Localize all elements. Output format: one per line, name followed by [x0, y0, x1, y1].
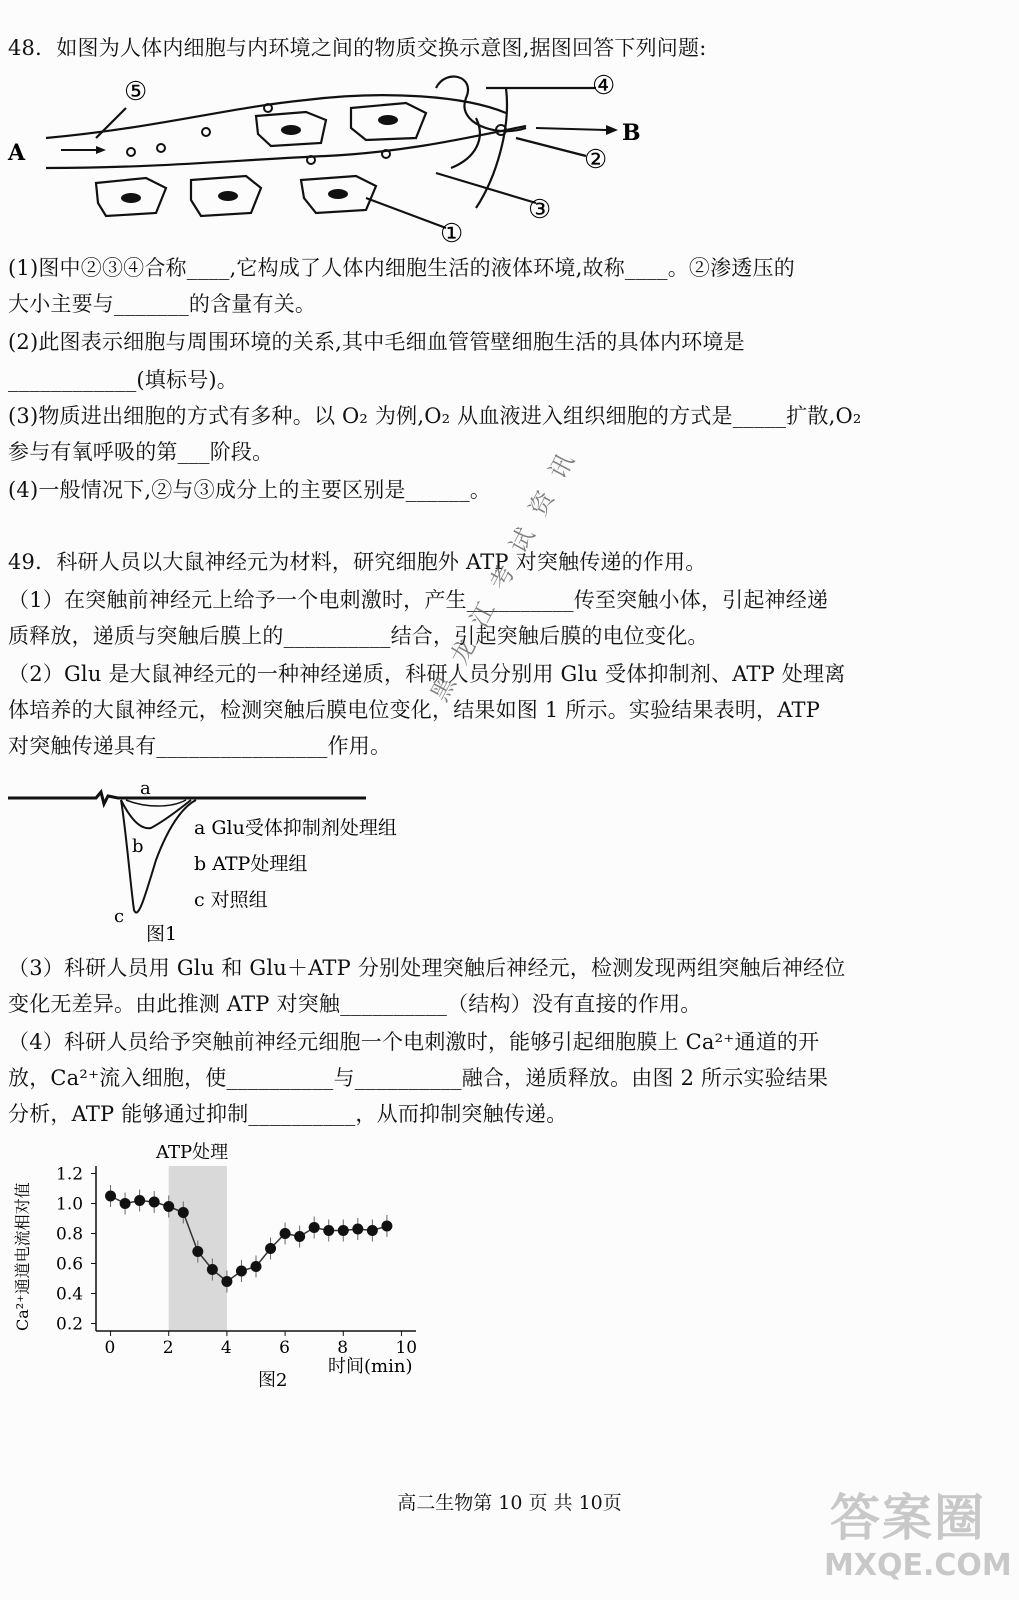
figure-2-ca-current-chart	[6, 1136, 446, 1396]
y-tick-label: 0.8	[56, 1224, 84, 1245]
fig1-caption: 图1	[146, 923, 178, 945]
data-point	[381, 1221, 392, 1232]
data-point	[192, 1246, 203, 1257]
curve-a-label: a	[140, 778, 151, 799]
data-point	[207, 1264, 218, 1275]
q48-exchange-diagram	[6, 68, 656, 248]
data-point	[236, 1266, 247, 1277]
curve-b-label: b	[132, 836, 144, 857]
data-point	[221, 1276, 232, 1287]
figure-1-membrane-potential	[6, 770, 476, 950]
page-footer: 高二生物第 10 页 共 10页	[397, 1492, 622, 1514]
logo-text: 答案圈	[830, 1488, 986, 1547]
data-point	[251, 1261, 262, 1272]
watermark: 黑龙江考试资讯	[425, 433, 589, 706]
label-b: B	[622, 120, 641, 146]
y-tick-label: 0.6	[56, 1254, 84, 1275]
data-point	[367, 1225, 378, 1236]
y-tick-label: 0.4	[56, 1284, 84, 1305]
data-point	[309, 1222, 320, 1233]
y-axis-label: Ca²⁺通道电流相对值	[13, 1182, 32, 1331]
q49-line-7: （3）科研人员用 Glu 和 Glu＋ATP 分别处理突触后神经元，检测发现两组突触后神经位	[8, 956, 846, 980]
q49-line-4: （2）Glu 是大鼠神经元的一种神经递质，科研人员分别用 Glu 受体抑制剂、ATP 处理离	[8, 662, 846, 686]
q49-line-9: （4）科研人员给予突触前神经元细胞一个电刺激时，能够引起细胞膜上 Ca²⁺通道的开	[8, 1030, 820, 1054]
data-point	[338, 1225, 349, 1236]
y-tick-label: 1.2	[56, 1164, 84, 1185]
q48-line-2: 大小主要与_______的含量有关。	[8, 292, 317, 316]
logo-url: MXQE.COM	[824, 1548, 1012, 1583]
x-axis-label: 时间(min)	[328, 1356, 413, 1377]
data-point	[178, 1207, 189, 1218]
x-tick-label: 2	[162, 1338, 174, 1358]
q48-line-3: (2)此图表示细胞与周围环境的关系,其中毛细血管管壁细胞生活的具体内环境是	[8, 330, 745, 354]
marker-3: ③	[528, 195, 552, 225]
marker-2: ②	[584, 145, 608, 175]
q49-line-5: 体培养的大鼠神经元，检测突触后膜电位变化，结果如图 1 所示。实验结果表明，ATP	[8, 698, 821, 722]
fig1-legend-a: a Glu受体抑制剂处理组	[194, 817, 397, 839]
data-point	[149, 1197, 160, 1208]
chart-title: ATP处理	[156, 1142, 229, 1163]
fig1-legend-c: c 对照组	[194, 889, 268, 911]
curve-c-label: c	[114, 906, 125, 927]
data-point	[280, 1228, 291, 1239]
y-tick-label: 1.0	[56, 1194, 84, 1215]
data-point	[134, 1195, 145, 1206]
fig1-legend-b: b ATP处理组	[194, 853, 308, 875]
q49-line-10: 放，Ca²⁺流入细胞，使__________与__________融合，递质释放。由图 2 所示实验结果	[8, 1066, 829, 1090]
x-tick-label: 0	[104, 1338, 116, 1358]
q48-line-7: (4)一般情况下,②与③成分上的主要区别是______。	[8, 478, 492, 502]
site-logo	[820, 1478, 1012, 1588]
data-point	[352, 1224, 363, 1235]
marker-4: ④	[592, 71, 616, 101]
data-point	[265, 1243, 276, 1254]
fig2-caption: 图2	[258, 1370, 288, 1391]
q48-line-1: (1)图中②③④合称____,它构成了人体内细胞生活的液体环境,故称____。②渗透压的	[8, 256, 795, 280]
q49-line-11: 分析，ATP 能够通过抑制__________，从而抑制突触传递。	[8, 1102, 568, 1126]
x-tick-label: 10	[395, 1338, 418, 1358]
data-point	[163, 1201, 174, 1212]
q49-line-2: （1）在突触前神经元上给予一个电刺激时，产生__________传至突触小体，引起神经递	[8, 588, 829, 612]
y-tick-label: 0.2	[56, 1314, 84, 1335]
x-tick-label: 4	[220, 1338, 232, 1358]
x-tick-label: 6	[279, 1338, 290, 1358]
q49-line-1: 49．科研人员以大鼠神经元为材料，研究细胞外 ATP 对突触传递的作用。	[8, 550, 707, 574]
q49-line-8: 变化无差异。由此推测 ATP 对突触__________（结构）没有直接的作用。	[8, 992, 702, 1016]
q48-line-6: 参与有氧呼吸的第___阶段。	[8, 440, 274, 464]
ca-current-series-line	[111, 1196, 387, 1282]
data-point	[105, 1191, 116, 1202]
data-point	[120, 1198, 131, 1209]
q49-line-3: 质释放，递质与突触后膜上的__________结合，引起突触后膜的电位变化。	[8, 624, 709, 648]
data-point	[294, 1231, 305, 1242]
q49-line-6: 对突触传递具有________________作用。	[8, 734, 392, 758]
x-tick-label: 8	[337, 1338, 349, 1358]
q48-line-5: (3)物质进出细胞的方式有多种。以 O₂ 为例,O₂ 从血液进入组织细胞的方式是_____扩散,O₂	[8, 404, 862, 428]
q48-intro: 48．如图为人体内细胞与内环境之间的物质交换示意图,据图回答下列问题:	[8, 36, 707, 60]
q48-line-4: ____________(填标号)。	[8, 368, 238, 392]
marker-5: ⑤	[124, 77, 148, 107]
data-point	[323, 1225, 334, 1236]
marker-1: ①	[440, 219, 464, 248]
label-a: A	[8, 140, 26, 166]
